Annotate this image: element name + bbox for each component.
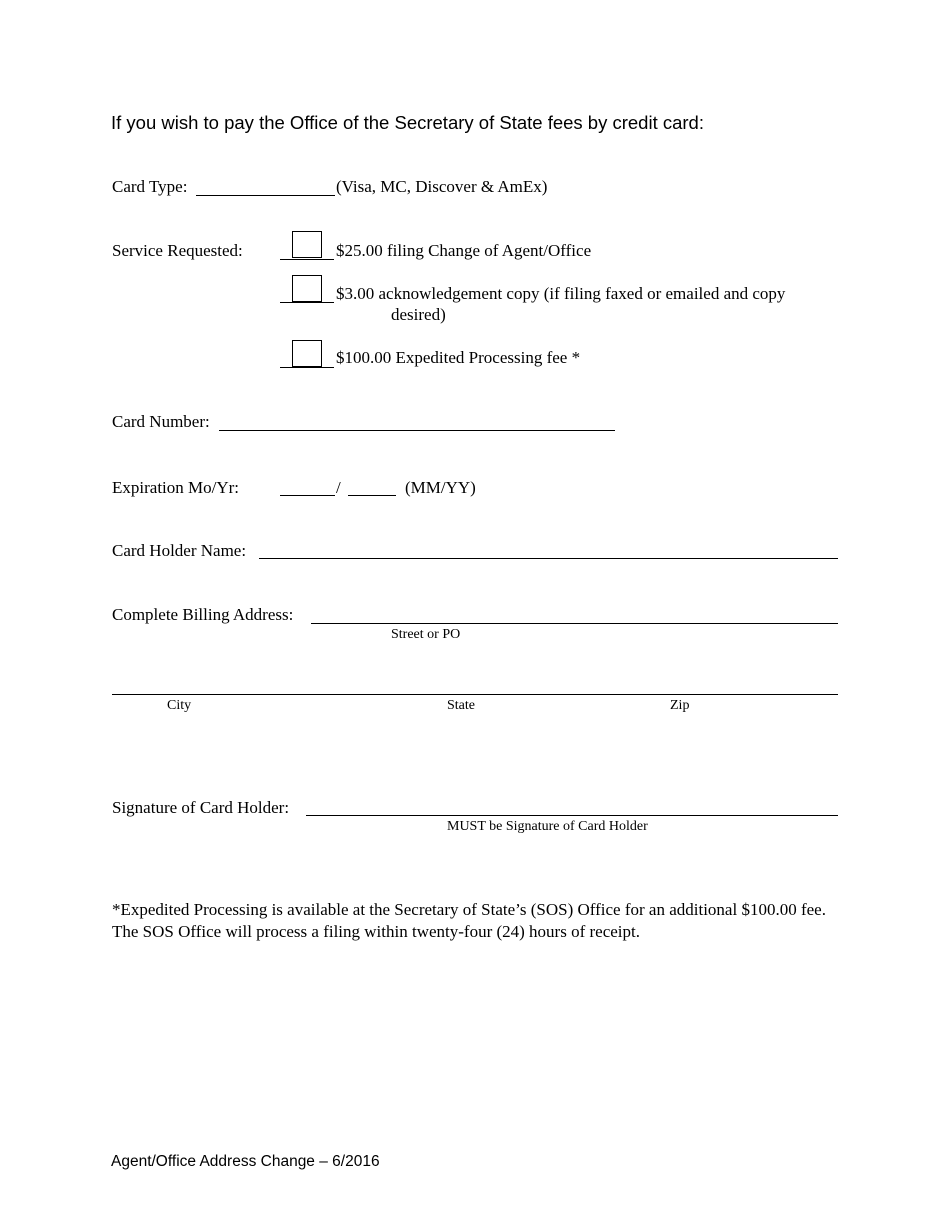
billing-address-label: Complete Billing Address: — [112, 605, 294, 624]
service-option-1-checkbox[interactable] — [292, 231, 322, 258]
signature-field[interactable] — [306, 815, 838, 816]
expiration-month-field[interactable] — [280, 495, 335, 496]
service-option-3-checkbox[interactable] — [292, 340, 322, 367]
billing-state-caption: State — [447, 698, 475, 713]
card-holder-name-field[interactable] — [259, 558, 838, 559]
billing-city-state-zip-field[interactable] — [112, 694, 838, 695]
service-option-2-checkbox[interactable] — [292, 275, 322, 302]
form-heading: If you wish to pay the Office of the Secretary of State fees by credit card: — [111, 112, 704, 133]
expiration-year-field[interactable] — [348, 495, 396, 496]
note-asterisk: * — [112, 900, 121, 919]
expedited-processing-note — [112, 899, 832, 943]
card-holder-name-label: Card Holder Name: — [112, 541, 247, 560]
signature-label: Signature of Card Holder: — [112, 798, 290, 817]
billing-street-field[interactable] — [311, 623, 838, 624]
card-type-hint: (Visa, MC, Discover & AmEx) — [336, 177, 548, 196]
expiration-format-hint: (MM/YY) — [405, 478, 476, 497]
service-option-2-label: $3.00 acknowledgement copy (if filing faxed or emailed and copy — [336, 284, 786, 303]
service-option-2-underline — [280, 302, 334, 303]
service-option-3-underline — [280, 367, 334, 368]
card-number-field[interactable] — [219, 430, 615, 431]
billing-city-caption: City — [167, 698, 192, 713]
billing-street-caption: Street or PO — [391, 627, 461, 642]
card-number-label: Card Number: — [112, 412, 210, 431]
card-type-label: Card Type: — [112, 177, 188, 196]
billing-zip-caption: Zip — [670, 698, 690, 713]
expiration-separator: / — [336, 478, 341, 497]
service-option-1-label: $25.00 filing Change of Agent/Office — [336, 241, 592, 260]
page-footer: Agent/Office Address Change – 6/2016 — [111, 1153, 380, 1170]
signature-caption: MUST be Signature of Card Holder — [447, 819, 648, 834]
expiration-label: Expiration Mo/Yr: — [112, 478, 240, 497]
service-option-1-underline — [280, 259, 334, 260]
service-option-3-label: $100.00 Expedited Processing fee * — [336, 348, 581, 367]
card-type-field[interactable] — [196, 195, 335, 196]
service-requested-label: Service Requested: — [112, 241, 243, 260]
service-option-2-label-continued: desired) — [391, 305, 446, 324]
note-text: Expedited Processing is available at the Secretary of State’s (SOS) Office for an additional $100.00 fee. The SOS Office will process a filing within twenty-four (24) hours of receipt. — [112, 900, 826, 941]
